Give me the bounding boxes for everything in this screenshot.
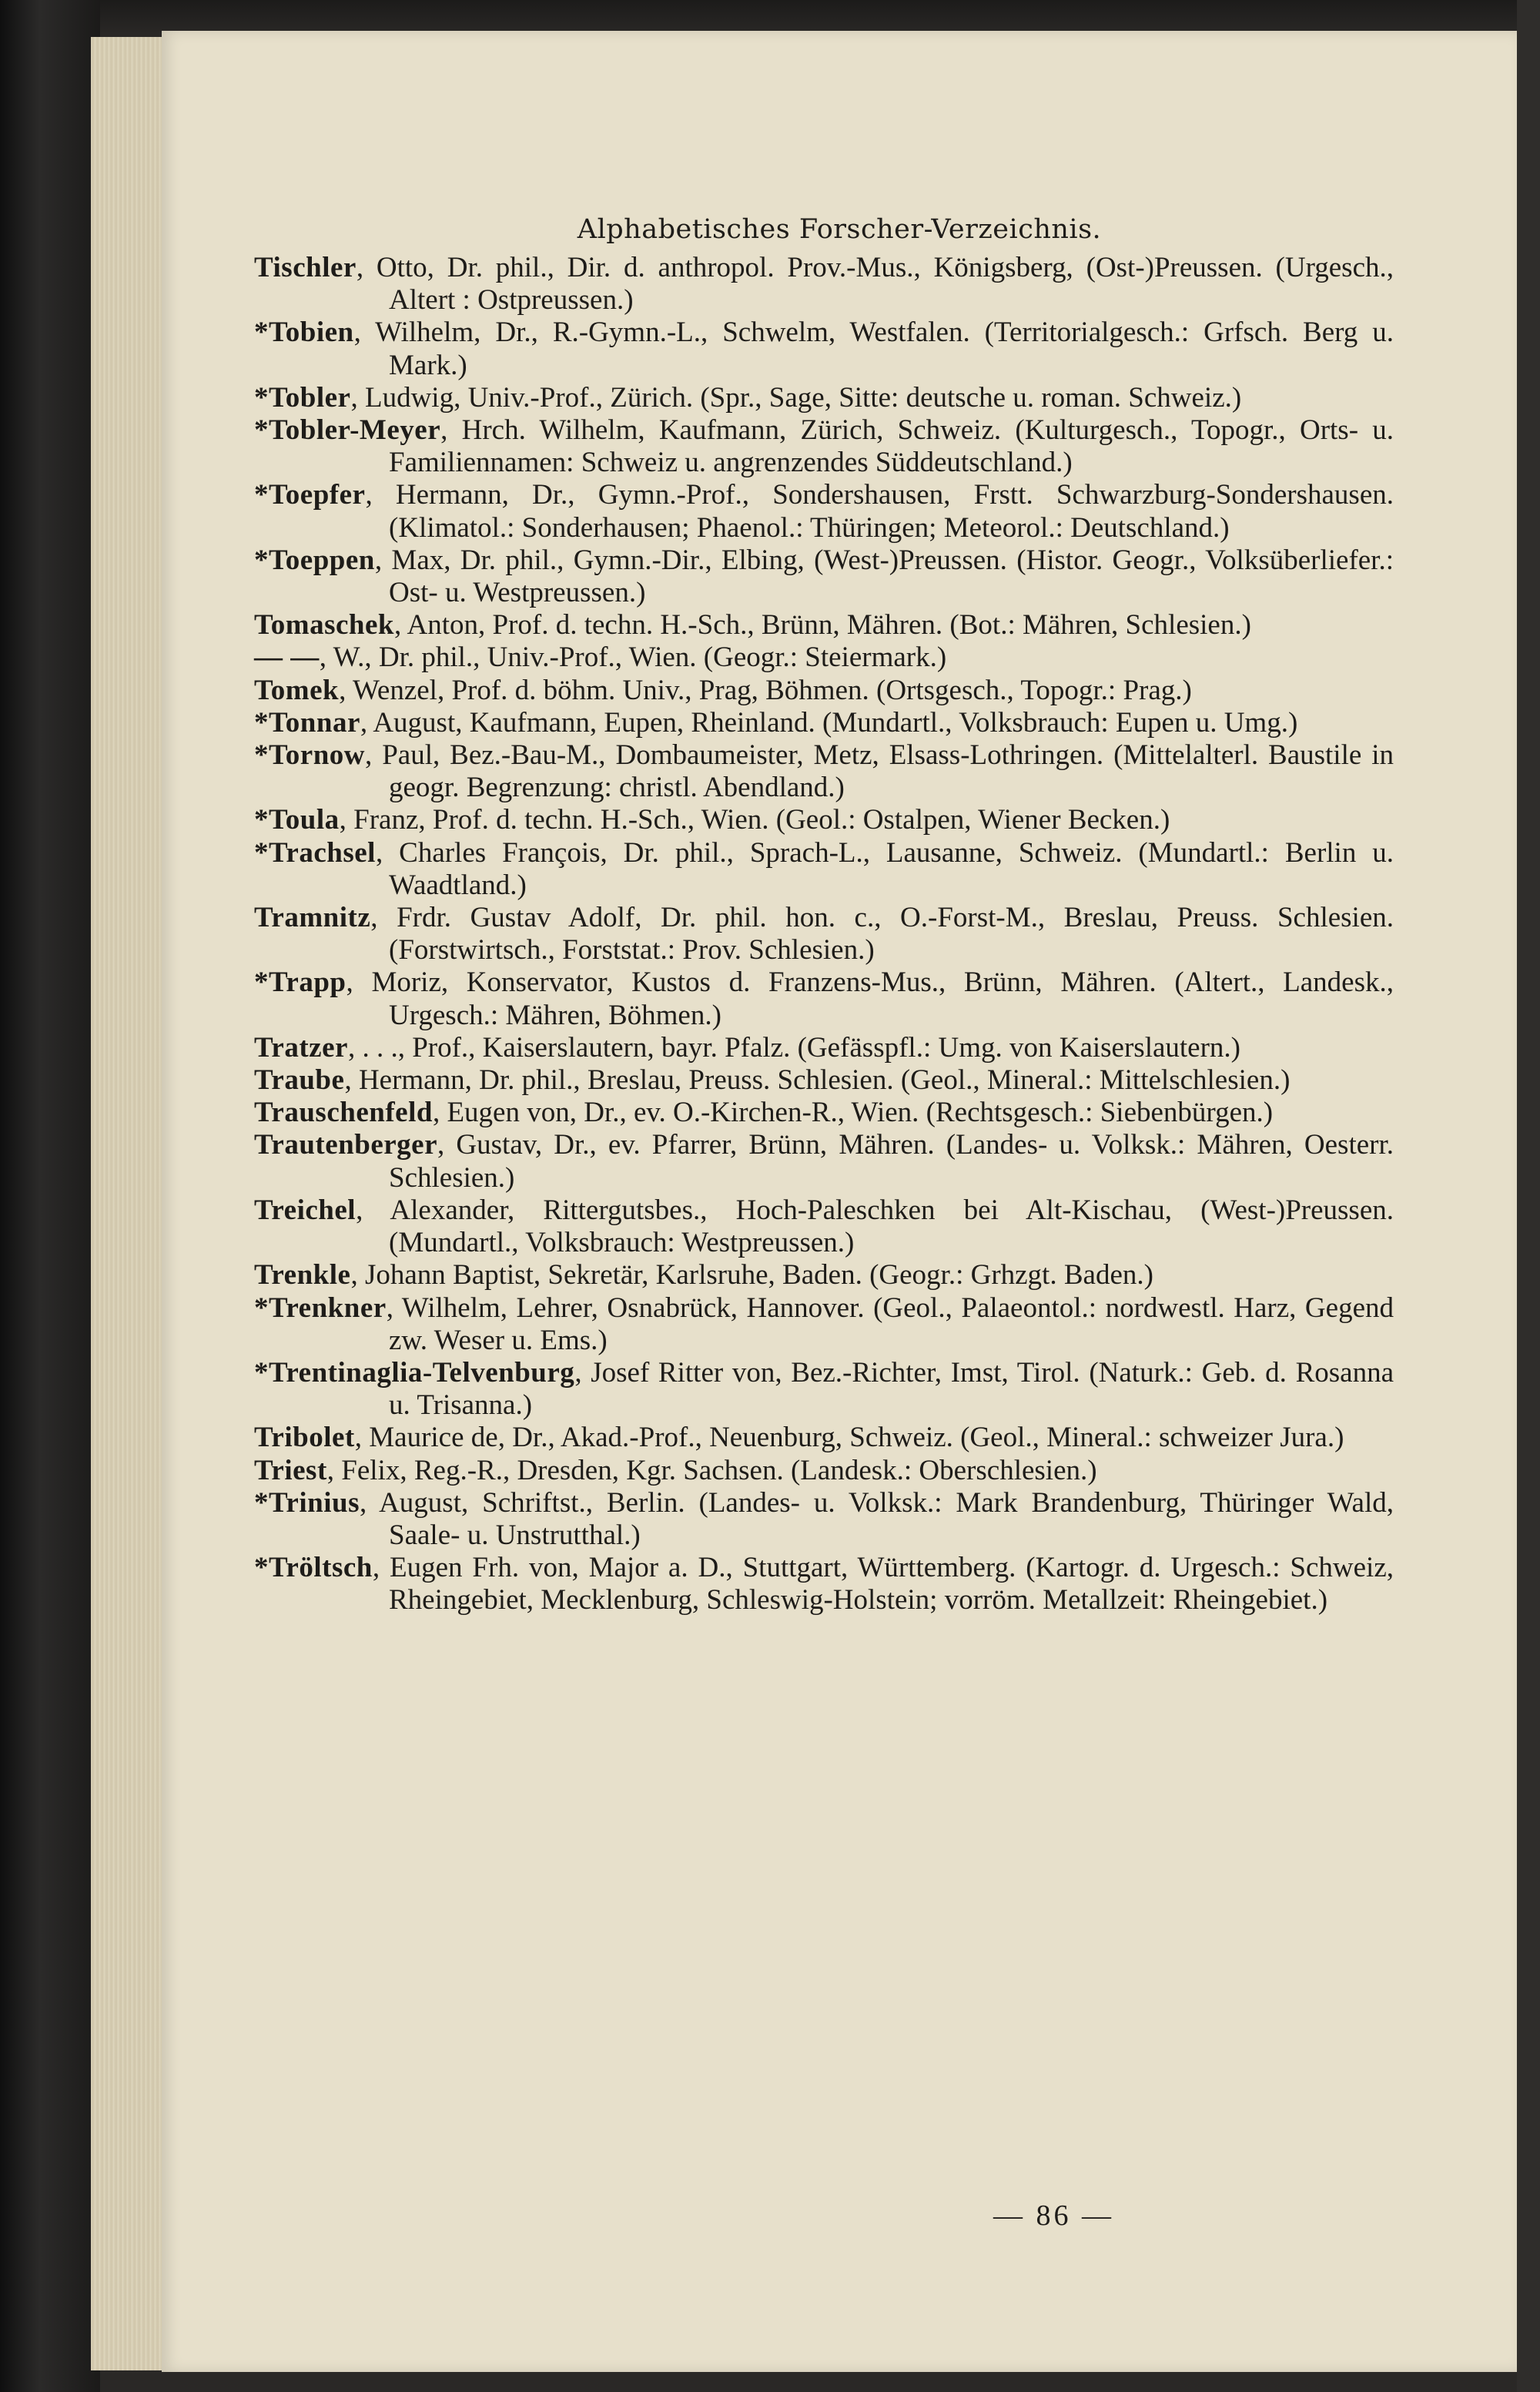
entry-name: Tribolet (254, 1422, 355, 1454)
entry-text: , Charles François, Dr. phil., Sprach-L., Lausanne, Schweiz. (Mundartl.: Berlin u. Waadtland.) (375, 836, 1394, 901)
directory-entry (254, 1129, 1394, 1194)
directory-entry (254, 414, 1394, 479)
entry-list (254, 252, 1394, 1617)
entry-text: , Moriz, Konservator, Kustos d. Franzens-Mus., Brünn, Mähren. (Altert., Landesk., Urgesch.: Mähren, Böhmen.) (346, 967, 1394, 1031)
directory-entry (254, 1064, 1394, 1097)
book-cover-right (1517, 0, 1540, 2392)
entry-text: , Eugen von, Dr., ev. O.-Kirchen-R., Wien. (Rechtsgesch.: Siebenbürgen.) (432, 1097, 1274, 1129)
directory-entry (254, 1194, 1394, 1259)
entry-text: , . . ., Prof., Kaiserslautern, bayr. Pfalz. (Gefässpfl.: Umg. von Kaiserslautern.) (347, 1031, 1240, 1064)
entry-text: , August, Schriftst., Berlin. (Landes- u. Volksk.: Mark Brandenburg, Thüringer Wald, Saale- u. Unstrutthal.) (359, 1486, 1394, 1551)
entry-text: , Max, Dr. phil., Gymn.-Dir., Elbing, (West-)Preussen. (Histor. Geogr., Volksüberliefer.: Ost- u. Westpreussen.) (374, 544, 1394, 609)
directory-entry (254, 1422, 1394, 1454)
entry-text: , Wilhelm, Dr., R.-Gymn.-L., Schwelm, Westfalen. (Territorialgesch.: Grfsch. Berg u. Mark.) (353, 317, 1394, 381)
entry-name: — — (254, 642, 320, 674)
directory-entry (254, 739, 1394, 804)
entry-name: *Toula (254, 804, 340, 836)
directory-entry (254, 1357, 1394, 1422)
entry-text: , Maurice de, Dr., Akad.-Prof., Neuenburg, Schweiz. (Geol., Mineral.: schweizer Jura.) (354, 1422, 1344, 1454)
entry-name: Trautenberger (254, 1129, 438, 1161)
running-header: Alphabetisches Forscher-Verzeichnis. (577, 214, 1102, 245)
directory-entry (254, 707, 1394, 739)
entry-text: , Hrch. Wilhelm, Kaufmann, Zürich, Schweiz. (Kulturgesch., Topogr., Orts- u. Familiennamen: Schweiz u. angrenzendes Süddeutschland.) (389, 414, 1394, 479)
entry-name: *Toepfer (254, 479, 366, 511)
directory-entry (254, 902, 1394, 967)
entry-name: Tischler (254, 252, 357, 283)
entry-name: Traube (254, 1064, 345, 1097)
entry-name: Tomaschek (254, 609, 395, 642)
directory-entry (254, 1292, 1394, 1357)
entry-text: , Frdr. Gustav Adolf, Dr. phil. hon. c., O.-Forst-M., Breslau, Preuss. Schlesien. (Forstwirtsch., Forststat.: Prov. Schlesien.) (370, 902, 1394, 967)
directory-entry (254, 544, 1394, 609)
entry-name: *Trenkner (254, 1291, 387, 1324)
directory-entry (254, 1259, 1394, 1291)
directory-entry (254, 1552, 1394, 1616)
entry-text: , Wilhelm, Lehrer, Osnabrück, Hannover. (Geol., Palaeontol.: nordwestl. Harz, Gegend zw. Weser u. Ems.) (386, 1291, 1394, 1356)
entry-text: , Johann Baptist, Sekretär, Karlsruhe, Baden. (Geogr.: Grhzgt. Baden.) (350, 1259, 1153, 1291)
directory-entry (254, 837, 1394, 902)
entry-name: *Tobien (254, 317, 354, 349)
entry-name: *Tonnar (254, 706, 360, 739)
entry-name: Trenkle (254, 1259, 351, 1291)
entry-text: , Gustav, Dr., ev. Pfarrer, Brünn, Mähren. (Landes- u. Volksk.: Mähren, Oesterr. Schlesien.) (389, 1129, 1394, 1194)
directory-entry (254, 1487, 1394, 1552)
entry-text: , Ludwig, Univ.-Prof., Zürich. (Spr., Sage, Sitte: deutsche u. roman. Schweiz.) (350, 381, 1242, 414)
entry-name: *Trapp (254, 967, 346, 999)
entry-name: Trauschenfeld (254, 1097, 433, 1129)
entry-text: , Josef Ritter von, Bez.-Richter, Imst, Tirol. (Naturk.: Geb. d. Rosanna u. Trisanna.) (389, 1356, 1394, 1422)
book-cover-left (0, 0, 100, 2392)
entry-name: *Tobler-Meyer (254, 414, 441, 447)
entry-text: , Wenzel, Prof. d. böhm. Univ., Prag, Böhmen. (Ortsgesch., Topogr.: Prag.) (339, 674, 1192, 706)
entry-name: *Trentinaglia-Telvenburg (254, 1356, 575, 1389)
entry-text: , Paul, Bez.-Bau-M., Dombaumeister, Metz, Elsass-Lothringen. (Mittelalterl. Baustile in geogr. Begrenzung: christl. Abendland.) (365, 739, 1394, 804)
entry-text: , W., Dr. phil., Univ.-Prof., Wien. (Geogr.: Steiermark.) (319, 642, 947, 674)
directory-entry (254, 609, 1394, 642)
directory-entry (254, 317, 1394, 381)
entry-name: Tomek (254, 674, 340, 706)
entry-text: , Franz, Prof. d. techn. H.-Sch., Wien. (Geol.: Ostalpen, Wiener Becken.) (339, 804, 1170, 836)
entry-text: , August, Kaufmann, Eupen, Rheinland. (Mundartl., Volksbrauch: Eupen u. Umg.) (360, 706, 1298, 739)
entry-name: *Tobler (254, 381, 351, 414)
entry-name: *Tröltsch (254, 1552, 373, 1584)
directory-entry (254, 252, 1394, 317)
entry-name: *Trinius (254, 1486, 360, 1519)
directory-entry (254, 382, 1394, 414)
directory-entry (254, 1097, 1394, 1129)
directory-entry (254, 1455, 1394, 1487)
entry-text: , Alexander, Rittergutsbes., Hoch-Paleschken bei Alt-Kischau, (West-)Preussen. (Mundartl., Volksbrauch: Westpreussen.) (356, 1194, 1394, 1259)
entry-text: , Felix, Reg.-R., Dresden, Kgr. Sachsen. (Landesk.: Oberschlesien.) (326, 1454, 1097, 1486)
entry-text: , Eugen Frh. von, Major a. D., Stuttgart, Württemberg. (Kartogr. d. Urgesch.: Schweiz, Rheingebiet, Mecklenburg, Schleswig-Holstein; vorröm. Metallzeit: Rheingebiet.) (372, 1552, 1394, 1616)
entry-name: Triest (254, 1454, 327, 1486)
entry-text: , Hermann, Dr. phil., Breslau, Preuss. Schlesien. (Geol., Mineral.: Mittelschlesien.) (344, 1064, 1291, 1097)
directory-entry (254, 1032, 1394, 1064)
entry-name: Treichel (254, 1194, 357, 1226)
directory-entry (254, 804, 1394, 836)
entry-name: *Tornow (254, 739, 366, 772)
entry-name: *Trachsel (254, 836, 376, 869)
entry-name: Tramnitz (254, 902, 371, 934)
directory-entry (254, 675, 1394, 707)
directory-entry (254, 479, 1394, 544)
directory-entry (254, 967, 1394, 1031)
entry-text: , Otto, Dr. phil., Dir. d. anthropol. Prov.-Mus., Königsberg, (Ost-)Preussen. (Urgesch., Altert : Ostpreussen.) (356, 252, 1394, 317)
page-number: — 86 — (993, 2199, 1114, 2232)
entry-name: *Toeppen (254, 544, 375, 576)
entry-text: , Hermann, Dr., Gymn.-Prof., Sondershausen, Frstt. Schwarzburg-Sondershausen. (Klimatol.: Sonderhausen; Phaenol.: Thüringen; Meteorol.: Deutschland.) (365, 479, 1394, 544)
entry-name: Tratzer (254, 1031, 348, 1064)
directory-entry (254, 642, 1394, 674)
entry-text: , Anton, Prof. d. techn. H.-Sch., Brünn, Mähren. (Bot.: Mähren, Schlesien.) (394, 609, 1251, 642)
